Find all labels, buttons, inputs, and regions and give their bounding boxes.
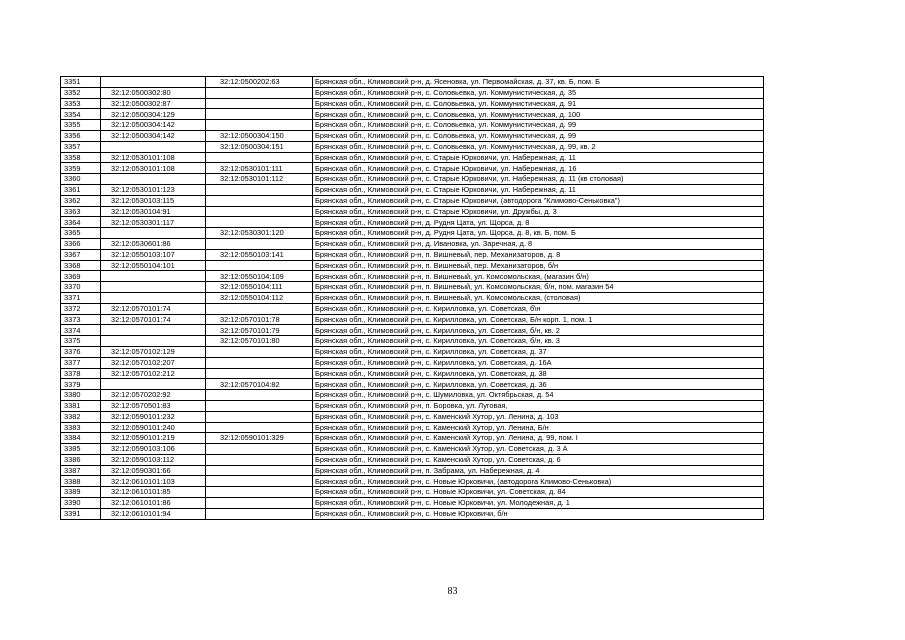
cadastral-number-cell: 32:12:0570102:212	[101, 368, 206, 379]
object-cadastral-number-cell: 32:12:0500202:63	[206, 77, 313, 88]
table-row	[61, 206, 764, 217]
row-number-cell: 3374	[61, 325, 101, 336]
object-cadastral-number-cell: 32:12:0530101:112	[206, 174, 313, 185]
address-cell: Брянская обл., Климовский р-н, с. Каменский Хутор, ул. Советская, д. 6	[313, 454, 764, 465]
table-row	[61, 77, 764, 88]
object-cadastral-number-cell	[206, 87, 313, 98]
cadastral-number-cell: 32:12:0610101:103	[101, 476, 206, 487]
address-cell: Брянская обл., Климовский р-н, с. Соловьевка, ул. Коммунистическая, д. 99, кв. 2	[313, 141, 764, 152]
object-cadastral-number-cell: 32:12:0530101:111	[206, 163, 313, 174]
address-cell: Брянская обл., Климовский р-н, с. Новые Юрковичи, б/н	[313, 508, 764, 519]
table-row	[61, 379, 764, 390]
object-cadastral-number-cell	[206, 184, 313, 195]
row-number-cell: 3355	[61, 120, 101, 131]
table-row	[61, 498, 764, 509]
object-cadastral-number-cell	[206, 400, 313, 411]
address-cell: Брянская обл., Климовский р-н, п. Боровка, ул. Луговая,	[313, 400, 764, 411]
table-row	[61, 120, 764, 131]
cadastral-number-cell: 32:12:0590103:112	[101, 454, 206, 465]
row-number-cell: 3370	[61, 282, 101, 293]
table-row	[61, 217, 764, 228]
row-number-cell: 3362	[61, 195, 101, 206]
row-number-cell: 3367	[61, 249, 101, 260]
cadastral-number-cell: 32:12:0500304:129	[101, 109, 206, 120]
object-cadastral-number-cell: 32:12:0550103:141	[206, 249, 313, 260]
row-number-cell: 3383	[61, 422, 101, 433]
table-row	[61, 400, 764, 411]
object-cadastral-number-cell: 32:12:0500304:151	[206, 141, 313, 152]
object-cadastral-number-cell: 32:12:0570101:80	[206, 336, 313, 347]
table-row	[61, 336, 764, 347]
cadastral-number-cell: 32:12:0530103:115	[101, 195, 206, 206]
cadastral-number-cell: 32:12:0550104:101	[101, 260, 206, 271]
address-cell: Брянская обл., Климовский р-н, с. Старые Юрковичи, ул. Набережная, д. 11 (кв столовая)	[313, 174, 764, 185]
object-cadastral-number-cell	[206, 195, 313, 206]
cadastral-number-cell	[101, 282, 206, 293]
registry-table	[60, 76, 764, 520]
row-number-cell: 3380	[61, 390, 101, 401]
object-cadastral-number-cell	[206, 411, 313, 422]
address-cell: Брянская обл., Климовский р-н, д. Ивановка, ул. Заречная, д. 8	[313, 238, 764, 249]
address-cell: Брянская обл., Климовский р-н, с. Новые Юрковичи, ул. Молодежная, д. 1	[313, 498, 764, 509]
address-cell: Брянская обл., Климовский р-н, д. Ясеновка, ул. Первомайская, д. 37, кв. Б, пом. Б	[313, 77, 764, 88]
address-cell: Брянская обл., Климовский р-н, с. Каменский Хутор, ул. Ленина, д. 103	[313, 411, 764, 422]
object-cadastral-number-cell	[206, 238, 313, 249]
row-number-cell: 3352	[61, 87, 101, 98]
address-cell: Брянская обл., Климовский р-н, с. Кирилловка, ул. Советская, д. 38	[313, 368, 764, 379]
table-row	[61, 228, 764, 239]
cadastral-number-cell	[101, 77, 206, 88]
address-cell: Брянская обл., Климовский р-н, с. Кирилловка, ул. Советская, д. 36	[313, 379, 764, 390]
address-cell: Брянская обл., Климовский р-н, с. Кирилловка, ул. Советская, б/н, кв. 2	[313, 325, 764, 336]
row-number-cell: 3363	[61, 206, 101, 217]
table-row	[61, 422, 764, 433]
registry-table-container	[60, 76, 763, 520]
cadastral-number-cell	[101, 379, 206, 390]
address-cell: Брянская обл., Климовский р-н, п. Вишневый, ул. Комсомольская, б/н, пом. магазин 54	[313, 282, 764, 293]
table-row	[61, 271, 764, 282]
table-row	[61, 152, 764, 163]
row-number-cell: 3376	[61, 346, 101, 357]
object-cadastral-number-cell	[206, 357, 313, 368]
row-number-cell: 3385	[61, 444, 101, 455]
address-cell: Брянская обл., Климовский р-н, с. Соловьевка, ул. Коммунистическая, д. 99	[313, 120, 764, 131]
object-cadastral-number-cell	[206, 454, 313, 465]
object-cadastral-number-cell: 32:12:0570101:79	[206, 325, 313, 336]
table-row	[61, 454, 764, 465]
address-cell: Брянская обл., Климовский р-н, с. Старые Юрковичи, (автодорога "Климово-Сеньковка")	[313, 195, 764, 206]
object-cadastral-number-cell	[206, 487, 313, 498]
table-row	[61, 368, 764, 379]
table-row	[61, 487, 764, 498]
cadastral-number-cell: 32:12:0610101:94	[101, 508, 206, 519]
cadastral-number-cell: 32:12:0590101:232	[101, 411, 206, 422]
address-cell: Брянская обл., Климовский р-н, с. Старые Юрковичи, ул. Набережная, д. 11	[313, 184, 764, 195]
cadastral-number-cell	[101, 271, 206, 282]
cadastral-number-cell: 32:12:0530301:117	[101, 217, 206, 228]
row-number-cell: 3372	[61, 303, 101, 314]
object-cadastral-number-cell	[206, 109, 313, 120]
cadastral-number-cell: 32:12:0590301:66	[101, 465, 206, 476]
cadastral-number-cell: 32:12:0570101:74	[101, 303, 206, 314]
object-cadastral-number-cell	[206, 217, 313, 228]
table-row	[61, 508, 764, 519]
table-row	[61, 184, 764, 195]
row-number-cell: 3377	[61, 357, 101, 368]
table-row	[61, 476, 764, 487]
address-cell: Брянская обл., Климовский р-н, с. Кирилловка, ул. Советская, б\н	[313, 303, 764, 314]
row-number-cell: 3391	[61, 508, 101, 519]
address-cell: Брянская обл., Климовский р-н, с. Соловьевка, ул. Коммунистическая, д. 35	[313, 87, 764, 98]
cadastral-number-cell	[101, 141, 206, 152]
table-row	[61, 444, 764, 455]
object-cadastral-number-cell	[206, 390, 313, 401]
table-row	[61, 292, 764, 303]
row-number-cell: 3371	[61, 292, 101, 303]
cadastral-number-cell: 32:12:0610101:86	[101, 498, 206, 509]
cadastral-number-cell	[101, 174, 206, 185]
table-row	[61, 87, 764, 98]
address-cell: Брянская обл., Климовский р-н, с. Каменский Хутор, ул. Ленина, д. 99, пом. I	[313, 433, 764, 444]
object-cadastral-number-cell: 32:12:0570101:78	[206, 314, 313, 325]
cadastral-number-cell: 32:12:0550103:107	[101, 249, 206, 260]
object-cadastral-number-cell	[206, 498, 313, 509]
row-number-cell: 3368	[61, 260, 101, 271]
cadastral-number-cell: 32:12:0530101:108	[101, 163, 206, 174]
row-number-cell: 3366	[61, 238, 101, 249]
row-number-cell: 3353	[61, 98, 101, 109]
cadastral-number-cell	[101, 336, 206, 347]
address-cell: Брянская обл., Климовский р-н, д. Рудня Цата, ул. Щорса, д. 8, кв. Б, пом. Б	[313, 228, 764, 239]
object-cadastral-number-cell: 32:12:0550104:111	[206, 282, 313, 293]
row-number-cell: 3390	[61, 498, 101, 509]
table-row	[61, 163, 764, 174]
cadastral-number-cell	[101, 325, 206, 336]
address-cell: Брянская обл., Климовский р-н, с. Старые Юрковичи, ул. Дружбы, д. 3	[313, 206, 764, 217]
table-row	[61, 141, 764, 152]
address-cell: Брянская обл., Климовский р-н, с. Соловьевка, ул. Коммунистическая, д. 99	[313, 130, 764, 141]
row-number-cell: 3358	[61, 152, 101, 163]
object-cadastral-number-cell: 32:12:0550104:109	[206, 271, 313, 282]
object-cadastral-number-cell	[206, 444, 313, 455]
row-number-cell: 3356	[61, 130, 101, 141]
cadastral-number-cell: 32:12:0570101:74	[101, 314, 206, 325]
object-cadastral-number-cell	[206, 422, 313, 433]
cadastral-number-cell: 32:12:0570102:207	[101, 357, 206, 368]
address-cell: Брянская обл., Климовский р-н, п. Вишневый, пер. Механизаторов, д. 8	[313, 249, 764, 260]
address-cell: Брянская обл., Климовский р-н, с. Кирилловка, ул. Советская, д. 37	[313, 346, 764, 357]
row-number-cell: 3387	[61, 465, 101, 476]
table-row	[61, 195, 764, 206]
object-cadastral-number-cell	[206, 303, 313, 314]
object-cadastral-number-cell: 32:12:0570104:82	[206, 379, 313, 390]
row-number-cell: 3389	[61, 487, 101, 498]
object-cadastral-number-cell	[206, 476, 313, 487]
table-row	[61, 130, 764, 141]
row-number-cell: 3388	[61, 476, 101, 487]
address-cell: Брянская обл., Климовский р-н, п. Вишневый, ул. Комсомольская, (магазин б/н)	[313, 271, 764, 282]
cadastral-number-cell: 32:12:0570202:92	[101, 390, 206, 401]
row-number-cell: 3379	[61, 379, 101, 390]
cadastral-number-cell: 32:12:0530104:91	[101, 206, 206, 217]
object-cadastral-number-cell: 32:12:0500304:150	[206, 130, 313, 141]
table-row	[61, 465, 764, 476]
page-number: 83	[447, 586, 458, 597]
registry-table-body	[61, 77, 764, 520]
object-cadastral-number-cell	[206, 152, 313, 163]
row-number-cell: 3382	[61, 411, 101, 422]
object-cadastral-number-cell	[206, 465, 313, 476]
address-cell: Брянская обл., Климовский р-н, п. Забрама, ул. Набережная, д. 4	[313, 465, 764, 476]
table-row	[61, 325, 764, 336]
cadastral-number-cell: 32:12:0500304:142	[101, 120, 206, 131]
table-row	[61, 174, 764, 185]
object-cadastral-number-cell	[206, 206, 313, 217]
table-row	[61, 433, 764, 444]
cadastral-number-cell: 32:12:0530601:86	[101, 238, 206, 249]
cadastral-number-cell: 32:12:0500302:80	[101, 87, 206, 98]
cadastral-number-cell: 32:12:0500302:87	[101, 98, 206, 109]
row-number-cell: 3384	[61, 433, 101, 444]
table-row	[61, 260, 764, 271]
address-cell: Брянская обл., Климовский р-н, с. Соловьевка, ул. Коммунистическая, д. 100	[313, 109, 764, 120]
row-number-cell: 3361	[61, 184, 101, 195]
address-cell: Брянская обл., Климовский р-н, д. Рудня Цата, ул. Щорса, д. 8	[313, 217, 764, 228]
address-cell: Брянская обл., Климовский р-н, с. Кирилловка, ул. Советская, Б/н корп. 1, пом. 1	[313, 314, 764, 325]
address-cell: Брянская обл., Климовский р-н, с. Новые Юрковичи, (автодорога Климово-Сеньковка)	[313, 476, 764, 487]
table-row	[61, 357, 764, 368]
object-cadastral-number-cell	[206, 368, 313, 379]
table-row	[61, 314, 764, 325]
table-row	[61, 303, 764, 314]
row-number-cell: 3354	[61, 109, 101, 120]
table-row	[61, 390, 764, 401]
table-row	[61, 98, 764, 109]
row-number-cell: 3381	[61, 400, 101, 411]
table-row	[61, 109, 764, 120]
object-cadastral-number-cell: 32:12:0590101:329	[206, 433, 313, 444]
object-cadastral-number-cell	[206, 98, 313, 109]
row-number-cell: 3351	[61, 77, 101, 88]
address-cell: Брянская обл., Климовский р-н, с. Каменский Хутор, ул. Ленина, Б/н	[313, 422, 764, 433]
row-number-cell: 3386	[61, 454, 101, 465]
address-cell: Брянская обл., Климовский р-н, с. Старые Юрковичи, ул. Набережная, д. 16	[313, 163, 764, 174]
address-cell: Брянская обл., Климовский р-н, п. Вишневый, ул. Комсомольская, (столовая)	[313, 292, 764, 303]
address-cell: Брянская обл., Климовский р-н, с. Кирилловка, ул. Советская, б/н, кв. 3	[313, 336, 764, 347]
table-row	[61, 238, 764, 249]
row-number-cell: 3359	[61, 163, 101, 174]
object-cadastral-number-cell: 32:12:0530301:120	[206, 228, 313, 239]
cadastral-number-cell: 32:12:0530101:108	[101, 152, 206, 163]
cadastral-number-cell: 32:12:0590101:219	[101, 433, 206, 444]
row-number-cell: 3365	[61, 228, 101, 239]
row-number-cell: 3373	[61, 314, 101, 325]
address-cell: Брянская обл., Климовский р-н, с. Кирилловка, ул. Советская, д. 16А	[313, 357, 764, 368]
cadastral-number-cell: 32:12:0570501:83	[101, 400, 206, 411]
row-number-cell: 3378	[61, 368, 101, 379]
object-cadastral-number-cell	[206, 120, 313, 131]
address-cell: Брянская обл., Климовский р-н, с. Шумиловка, ул. Октябрьская, д. 54	[313, 390, 764, 401]
address-cell: Брянская обл., Климовский р-н, с. Соловьевка, ул. Коммунистическая, д. 91	[313, 98, 764, 109]
address-cell: Брянская обл., Климовский р-н, с. Новые Юрковичи, ул. Советская, д. 84	[313, 487, 764, 498]
row-number-cell: 3360	[61, 174, 101, 185]
object-cadastral-number-cell	[206, 346, 313, 357]
cadastral-number-cell	[101, 292, 206, 303]
table-row	[61, 346, 764, 357]
row-number-cell: 3375	[61, 336, 101, 347]
object-cadastral-number-cell	[206, 260, 313, 271]
table-row	[61, 249, 764, 260]
object-cadastral-number-cell: 32:12:0550104:112	[206, 292, 313, 303]
cadastral-number-cell: 32:12:0530101:123	[101, 184, 206, 195]
address-cell: Брянская обл., Климовский р-н, с. Каменский Хутор, ул. Советская, д. 3 А	[313, 444, 764, 455]
object-cadastral-number-cell	[206, 508, 313, 519]
cadastral-number-cell: 32:12:0500304:142	[101, 130, 206, 141]
table-row	[61, 282, 764, 293]
cadastral-number-cell: 32:12:0610101:85	[101, 487, 206, 498]
cadastral-number-cell	[101, 228, 206, 239]
cadastral-number-cell: 32:12:0570102:129	[101, 346, 206, 357]
row-number-cell: 3357	[61, 141, 101, 152]
address-cell: Брянская обл., Климовский р-н, с. Старые Юрковичи, ул. Набережная, д. 11	[313, 152, 764, 163]
address-cell: Брянская обл., Климовский р-н, п. Вишневый, пер. Механизаторов, б/н	[313, 260, 764, 271]
row-number-cell: 3364	[61, 217, 101, 228]
table-row	[61, 411, 764, 422]
cadastral-number-cell: 32:12:0590103:106	[101, 444, 206, 455]
row-number-cell: 3369	[61, 271, 101, 282]
cadastral-number-cell: 32:12:0590101:240	[101, 422, 206, 433]
